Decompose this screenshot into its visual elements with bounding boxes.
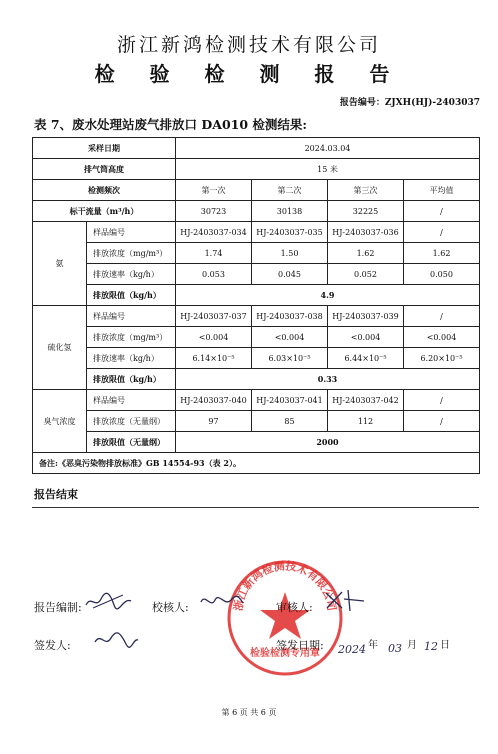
flow-avg: / xyxy=(404,201,480,222)
ammonia-conc-3: 1.62 xyxy=(328,243,404,264)
h2s-rate-avg: 6.20×10⁻⁵ xyxy=(404,348,480,369)
odor-sample-2: HJ-2403037-041 xyxy=(252,390,328,411)
ammonia-sample-1: HJ-2403037-034 xyxy=(176,222,252,243)
odor-conc-label: 排放浓度（无量纲） xyxy=(87,411,176,432)
table-note: 备注:《恶臭污染物排放标准》GB 14554-93（表 2）。 xyxy=(33,453,480,474)
h2s-conc-2: <0.004 xyxy=(252,327,328,348)
h2s-sample-2: HJ-2403037-038 xyxy=(252,306,328,327)
table-row xyxy=(33,159,480,180)
issue-date-label: 签发日期: xyxy=(276,639,324,652)
flow-label: 标干流量（m³/h） xyxy=(33,201,176,222)
table-row xyxy=(33,411,480,432)
odor-sample-label: 样品编号 xyxy=(87,390,176,411)
h2s-rate-1: 6.14×10⁻⁵ xyxy=(176,348,252,369)
checker-signature xyxy=(198,588,246,614)
odor-limit: 2000 xyxy=(176,432,480,453)
sample-date: 2024.03.04 xyxy=(176,138,480,159)
table-row xyxy=(33,138,480,159)
flow-3: 32225 xyxy=(328,201,404,222)
h2s-rate-3: 6.44×10⁻⁵ xyxy=(328,348,404,369)
table-row xyxy=(33,306,480,327)
issue-date-month: 03 xyxy=(388,642,402,655)
issue-date-year: 2024 xyxy=(338,643,366,656)
ammonia-rate-1: 0.053 xyxy=(176,264,252,285)
issuer-label: 签发人: xyxy=(34,639,71,652)
ammonia-sample-2: HJ-2403037-035 xyxy=(252,222,328,243)
table-row xyxy=(33,180,480,201)
table-row xyxy=(33,243,480,264)
h2s-sample-3: HJ-2403037-039 xyxy=(328,306,404,327)
ammonia-conc-label: 排放浓度（mg/m³） xyxy=(87,243,176,264)
ammonia-sample-4: / xyxy=(404,222,480,243)
round-label: 检测频次 xyxy=(33,180,176,201)
table-title: 表 7、废水处理站废气排放口 DA010 检测结果: xyxy=(34,117,307,132)
table-row xyxy=(33,390,480,411)
page-footer: 第 6 页 共 6 页 xyxy=(221,708,277,717)
ammonia-rate-3: 0.052 xyxy=(328,264,404,285)
h2s-sample-4: / xyxy=(404,306,480,327)
sample-date-label: 采样日期 xyxy=(33,138,176,159)
ammonia-rate-2: 0.045 xyxy=(252,264,328,285)
results-table xyxy=(32,137,480,474)
h2s-conc-avg: <0.004 xyxy=(404,327,480,348)
odor-conc-avg: / xyxy=(404,411,480,432)
odor-sample-3: HJ-2403037-042 xyxy=(328,390,404,411)
odor-name: 臭气浓度 xyxy=(33,390,87,453)
divider xyxy=(32,507,479,508)
prepared-label: 报告编制: xyxy=(34,601,82,614)
h2s-limit-label: 排放限值（kg/h） xyxy=(87,369,176,390)
reviewer-signature xyxy=(322,586,368,614)
ammonia-conc-1: 1.74 xyxy=(176,243,252,264)
table-row xyxy=(33,201,480,222)
report-end: 报告结束 xyxy=(34,488,78,501)
stack-height-label: 排气筒高度 xyxy=(33,159,176,180)
ammonia-sample-3: HJ-2403037-036 xyxy=(328,222,404,243)
table-row xyxy=(33,264,480,285)
h2s-name: 硫化氢 xyxy=(33,306,87,390)
round-2: 第二次 xyxy=(252,180,328,201)
h2s-conc-3: <0.004 xyxy=(328,327,404,348)
h2s-rate-2: 6.03×10⁻⁵ xyxy=(252,348,328,369)
odor-conc-1: 97 xyxy=(176,411,252,432)
ammonia-name: 氨 xyxy=(33,222,87,306)
h2s-conc-1: <0.004 xyxy=(176,327,252,348)
table-row xyxy=(33,222,480,243)
ammonia-conc-2: 1.50 xyxy=(252,243,328,264)
odor-conc-2: 85 xyxy=(252,411,328,432)
month-unit: 月 xyxy=(407,640,417,651)
h2s-limit: 0.33 xyxy=(176,369,480,390)
table-row xyxy=(33,327,480,348)
table-row xyxy=(33,369,480,390)
report-number: 报告编号：ZJXH(HJ)-2403037 xyxy=(339,98,480,108)
round-avg: 平均值 xyxy=(404,180,480,201)
h2s-rate-label: 排放速率（kg/h） xyxy=(87,348,176,369)
table-row xyxy=(33,348,480,369)
stamp-text-top: 浙江新鸿检测技术有限公司 xyxy=(231,559,339,612)
issue-date-day: 12 xyxy=(424,640,438,653)
odor-conc-3: 112 xyxy=(328,411,404,432)
ammonia-conc-avg: 1.62 xyxy=(404,243,480,264)
h2s-conc-label: 排放浓度（mg/m³） xyxy=(87,327,176,348)
year-unit: 年 xyxy=(368,640,378,651)
h2s-sample-1: HJ-2403037-037 xyxy=(176,306,252,327)
odor-sample-1: HJ-2403037-040 xyxy=(176,390,252,411)
odor-limit-label: 排放限值（无量纲） xyxy=(87,432,176,453)
flow-1: 30723 xyxy=(176,201,252,222)
stack-height: 15 米 xyxy=(176,159,480,180)
table-row xyxy=(33,285,480,306)
round-1: 第一次 xyxy=(176,180,252,201)
checker-label: 校核人: xyxy=(152,601,189,614)
ammonia-rate-avg: 0.050 xyxy=(404,264,480,285)
day-unit: 日 xyxy=(440,640,450,651)
flow-2: 30138 xyxy=(252,201,328,222)
company-name: 浙江新鸿检测技术有限公司 xyxy=(116,34,381,56)
prepared-signature xyxy=(83,588,135,614)
report-title: 检 验 检 测 报 告 xyxy=(94,62,404,86)
issuer-signature xyxy=(92,627,140,653)
table-row xyxy=(33,432,480,453)
ammonia-limit-label: 排放限值（kg/h） xyxy=(87,285,176,306)
reviewer-label: 审核人: xyxy=(276,601,313,614)
ammonia-limit: 4.9 xyxy=(176,285,480,306)
ammonia-rate-label: 排放速率（kg/h） xyxy=(87,264,176,285)
round-3: 第三次 xyxy=(328,180,404,201)
table-row xyxy=(33,453,480,474)
ammonia-sample-label: 样品编号 xyxy=(87,222,176,243)
odor-sample-4: / xyxy=(404,390,480,411)
stamp-text-bottom: 检验检测专用章 xyxy=(250,648,320,659)
h2s-sample-label: 样品编号 xyxy=(87,306,176,327)
official-stamp xyxy=(225,558,345,678)
